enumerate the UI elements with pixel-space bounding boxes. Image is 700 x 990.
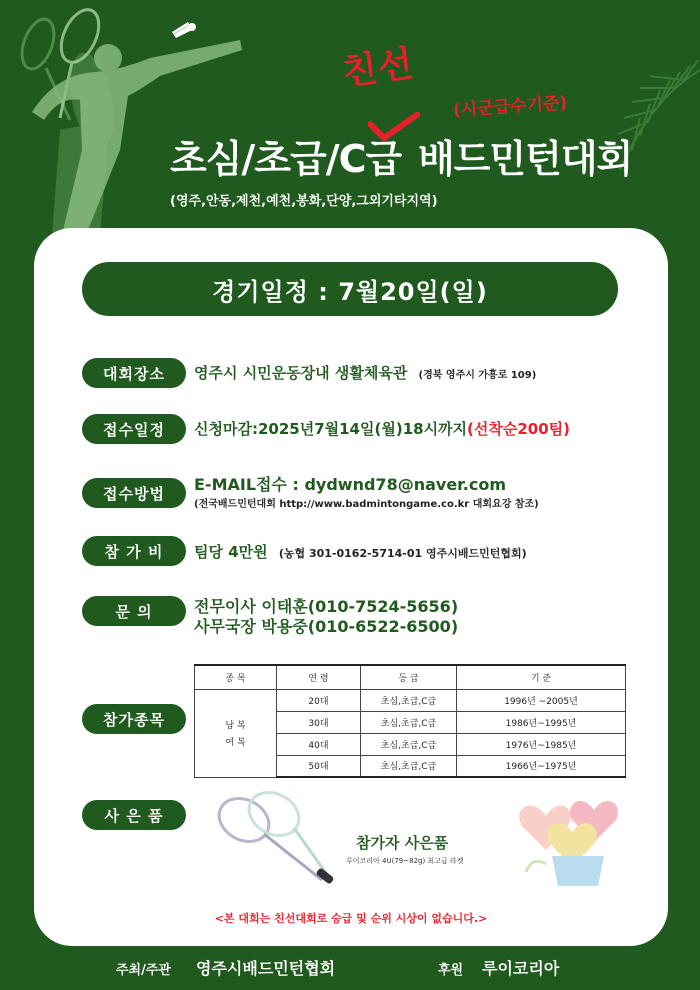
fee-value <box>194 541 527 562</box>
age-cell: 50대 <box>277 755 361 777</box>
info-panel <box>34 228 668 946</box>
basis-cell: 1986년~1995년 <box>457 711 626 733</box>
contact-line-2: 사무국장 박용중(010-6522-6500) <box>194 617 459 636</box>
col-grade: 등 급 <box>361 665 457 689</box>
venue-label: 대회장소 <box>82 358 186 388</box>
venue-value <box>194 362 536 383</box>
col-age: 연 령 <box>277 665 361 689</box>
method-note: (전국배드민턴대회 http://www.badmintongame.co.kr 대회요강 참조) <box>194 499 539 510</box>
events-header-row <box>195 665 626 689</box>
venue-name: 영주시 시민운동장내 생활체육관 <box>194 364 408 382</box>
fee-account: (농협 301-0162-5714-01 영주시배드민턴협회) <box>278 547 527 560</box>
shuttlecock-icon <box>168 18 198 44</box>
sponsor-label: 후원 <box>438 963 464 978</box>
basis-cell: 1996년 ~2005년 <box>457 689 626 711</box>
gift-description: 루이코리아 4U(79~82g) 최고급 라켓 <box>346 857 464 865</box>
basis-cell: 1976년~1985년 <box>457 733 626 755</box>
level-basis-text: (시군급수기준) <box>452 93 568 121</box>
registration-label: 접수일정 <box>82 414 186 444</box>
title-tournament: 배드민턴대회 <box>418 137 633 181</box>
contact-label: 문 의 <box>82 596 186 626</box>
grade-cell: 초심,초급,C급 <box>361 733 457 755</box>
method-email: E-MAIL접수 : dydwnd78@naver.com <box>194 475 507 494</box>
sponsor-name: 루이코리아 <box>482 959 560 978</box>
method-label: 접수방법 <box>82 478 186 508</box>
fee-label: 참 가 비 <box>82 536 186 566</box>
age-cell: 20대 <box>277 689 361 711</box>
regions-text: (영주,안동,제천,예천,봉화,단양,그외기타지역) <box>170 194 438 209</box>
events-label: 참가종목 <box>82 704 186 734</box>
category-men-doubles: 남 복 <box>225 721 246 731</box>
notice-text: <본 대회는 친선대회로 승급 및 순위 시상이 없습니다.> <box>214 912 488 925</box>
col-category: 종 목 <box>195 665 277 689</box>
schedule-banner: 경기일정 : 7월20일(일) <box>82 262 618 316</box>
hearts-decoration <box>512 786 628 898</box>
venue-address: (경북 영주시 가흥로 109) <box>418 370 537 381</box>
registration-value <box>194 418 570 439</box>
table-row <box>195 689 626 711</box>
col-basis: 기 준 <box>457 665 626 689</box>
host-label: 주최/주관 <box>116 963 171 978</box>
host-name: 영주시배드민턴협회 <box>196 959 336 978</box>
registration-limit: (선착순200팀) <box>467 420 571 438</box>
racket-gift-image <box>204 784 344 894</box>
registration-deadline: 신청마감:2025년7월14일(월)18시까지 <box>194 420 468 438</box>
poster-header <box>0 0 700 235</box>
category-women-doubles: 여 복 <box>225 738 246 748</box>
fee-amount: 팀당 4만원 <box>194 543 268 561</box>
age-cell: 40대 <box>277 733 361 755</box>
grade-cell: 초심,초급,C급 <box>361 755 457 777</box>
title-levels: 초심/초급/C급 <box>170 137 402 181</box>
gift-label: 사 은 품 <box>82 800 186 830</box>
category-cell <box>195 689 277 777</box>
grade-cell: 초심,초급,C급 <box>361 689 457 711</box>
basis-cell: 1966년~1975년 <box>457 755 626 777</box>
age-cell: 30대 <box>277 711 361 733</box>
grade-cell: 초심,초급,C급 <box>361 711 457 733</box>
friendly-stamp-text: 친선 <box>339 43 417 94</box>
footer <box>0 956 700 978</box>
gift-title: 참가자 사은품 <box>356 834 449 852</box>
contact-line-1: 전무이사 이태훈(010-7524-5656) <box>194 597 459 616</box>
events-table <box>194 664 626 778</box>
